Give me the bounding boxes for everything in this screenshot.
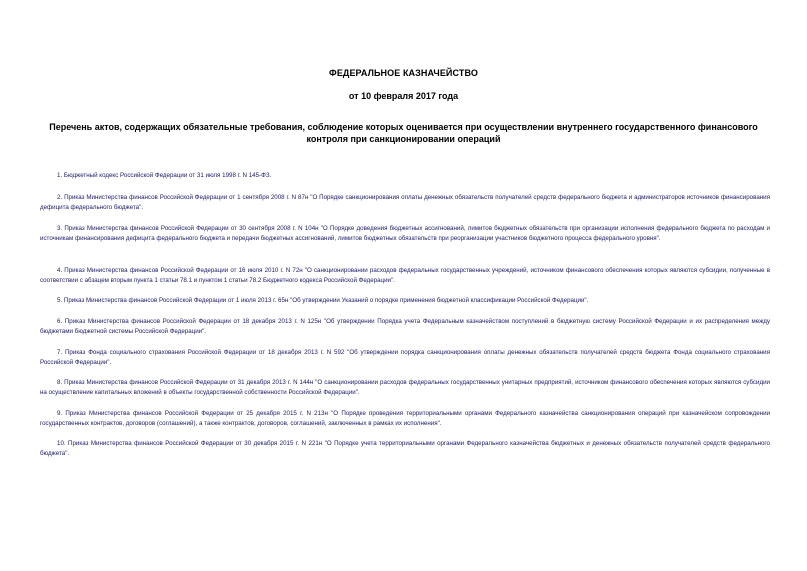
list-item: 1. Бюджетный кодекс Российской Федерации от 31 июля 1998 г. N 145-ФЗ. [57, 172, 272, 179]
list-item: 4. Приказ Министерства финансов Российской Федерации от 16 июля 2010 г. N 72н "О санкционировании расходов федеральных государственных учреждений, источником финансового обеспечения которых являются субсидии, полученные в соответствии с абзацем вторым пункта 1 статьи 78.1 и пунктом 1 статьи 78.2 Бюджетного кодекса Российской Федерации". [40, 267, 770, 285]
list-item: 5. Приказ Министерства финансов Российской Федерации от 1 июля 2013 г. 65н "Об утверждении Указаний о порядке применения бюджетной классификации Российской Федерации". [57, 297, 589, 304]
document-date: от 10 февраля 2017 года [348, 91, 459, 101]
document-title: Перечень актов, содержащих обязательные требования, соблюдение которых оценивается при осуществлении внутреннего государственного финансового контроля при санкционировании операций [49, 122, 758, 144]
list-item: 3. Приказ Министерства финансов Российской Федерации от 30 сентября 2008 г. N 104н "О Порядке доведения бюджетных ассигнований, лимитов бюджетных обязательств при организации исполнения федерального бюджета по расходам и источникам финансирования дефицита федерального бюджета и передачи бюджетных ассигнований, лимитов бюджетных обязательств при реорганизации участников бюджетного процесса федерального уровня". [40, 225, 770, 243]
organization-heading: ФЕДЕРАЛЬНОЕ КАЗНАЧЕЙСТВО [329, 68, 478, 78]
list-item: 6. Приказ Министерства финансов Российской Федерации от 18 декабря 2013 г. N 125н "Об утверждении Порядка учета Федеральным казначейством поступлений в бюджетную систему Российской Федерации и их распределения между бюджетами бюджетной системы Российской Федерации". [40, 318, 770, 336]
list-item: 8. Приказ Министерства финансов Российской Федерации от 31 декабря 2013 г. N 144н "О санкционировании расходов федеральных государственных унитарных предприятий, источником финансового обеспечения которых являются субсидии на осуществление капитальных вложений в объекты государственной собственности Российской Федерации". [40, 379, 770, 397]
list-item: 10. Приказ Министерства финансов Российской Федерации от 30 декабря 2015 г. N 221н "О Порядке учета территориальными органами Федерального казначейства бюджетных и денежных обязательств получателей средств федерального бюджета". [40, 440, 770, 458]
list-item: 9. Приказ Министерства финансов Российской Федерации от 25 декабря 2015 г. N 213н "О Порядке проведения территориальными органами Федерального казначейства санкционирования операций при казначейском сопровождении государственных контрактов, договоров (соглашений), а также контрактов, договоров, соглашений, заключенных в рамках их исполнения". [40, 410, 770, 428]
list-item: 7. Приказ Фонда социального страхования Российской Федерации от 18 декабря 2013 г. N 592 "Об утверждении порядка санкционирования оплаты денежных обязательств получателей средств бюджета Фонда социального страхования Российской Федерации". [40, 349, 770, 367]
list-item: 2. Приказ Министерства финансов Российской Федерации от 1 сентября 2008 г. N 87н "О Порядке санкционирования оплаты денежных обязательств получателей средств федерального бюджета и администраторов источников финансирования дефицита федерального бюджета". [40, 194, 770, 212]
